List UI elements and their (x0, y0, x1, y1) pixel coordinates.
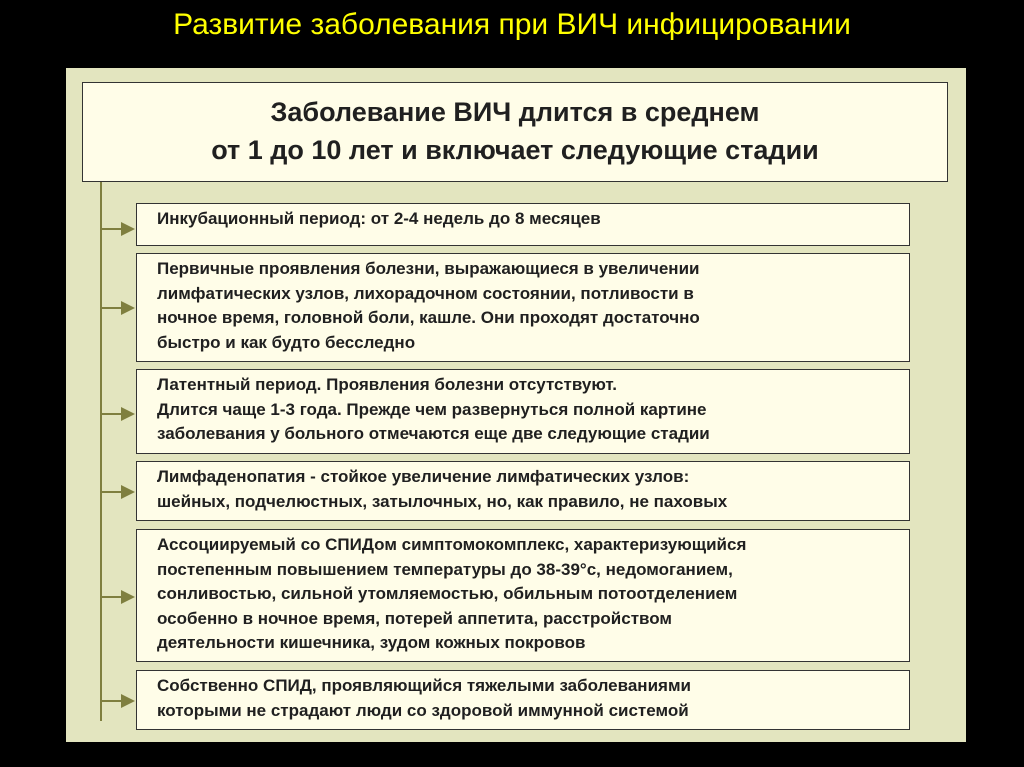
stage-5-line-1: Ассоциируемый со СПИДом симптомокомплекс, характеризующийся (157, 535, 747, 554)
stage-box-4 (136, 461, 910, 521)
stage-box-3 (136, 369, 910, 454)
stage-4-line-1: Лимфаденопатия - стойкое увеличение лимфатических узлов: (157, 467, 690, 486)
stage-2-line-4: быстро и как будто бесследно (157, 332, 416, 352)
stage-3-line-1: Латентный период. Проявления болезни отсутствуют. (157, 375, 617, 394)
arrow-icon (121, 485, 135, 499)
stage-2-line-2: лимфатических узлов, лихорадочном состоянии, потливости в (157, 283, 694, 303)
slide-title: Развитие заболевания при ВИЧ инфицировании (173, 8, 851, 41)
arrow-icon (121, 590, 135, 604)
arrow-icon (121, 407, 135, 421)
arrow-icon (121, 222, 135, 236)
stage-5-line-2: постепенным повышением температуры до 38-39°с, недомоганием, (157, 559, 733, 579)
stage-5-line-5: деятельности кишечника, зудом кожных покровов (157, 633, 586, 652)
stage-4-line-2: шейных, подчелюстных, затылочных, но, как правило, не паховых (157, 491, 728, 511)
stage-5-line-4: особенно в ночное время, потерей аппетита, расстройством (157, 608, 672, 628)
stage-6-line-2: которыми не страдают люди со здоровой иммунной системой (157, 700, 689, 720)
stage-3-line-3: заболевания у больного отмечаются еще две следующие стадии (157, 424, 710, 443)
header-line-2: от 1 до 10 лет и включает следующие стадии (211, 135, 819, 165)
arrow-icon (121, 694, 135, 708)
diagram-header (82, 82, 948, 182)
arrow-icon (121, 301, 135, 315)
header-line-1: Заболевание ВИЧ длится в среднем (270, 97, 760, 127)
stage-1-line-1: Инкубационный период: от 2-4 недель до 8 месяцев (157, 209, 601, 228)
connector-line (100, 182, 102, 721)
stage-6-line-1: Собственно СПИД, проявляющийся тяжелыми заболеваниями (157, 676, 691, 695)
stage-box-5 (136, 529, 910, 662)
stage-box-6 (136, 670, 910, 730)
stage-2-line-3: ночное время, головной боли, кашле. Они проходят достаточно (157, 308, 700, 327)
stage-3-line-2: Длится чаще 1-3 года. Прежде чем развернуться полной картине (157, 399, 707, 419)
stage-box-2 (136, 253, 910, 362)
stage-2-line-1: Первичные проявления болезни, выражающиеся в увеличении (157, 259, 700, 278)
stage-5-line-3: сонливостью, сильной утомляемостью, обильным потоотделением (157, 584, 738, 603)
stage-box-1 (136, 203, 910, 246)
